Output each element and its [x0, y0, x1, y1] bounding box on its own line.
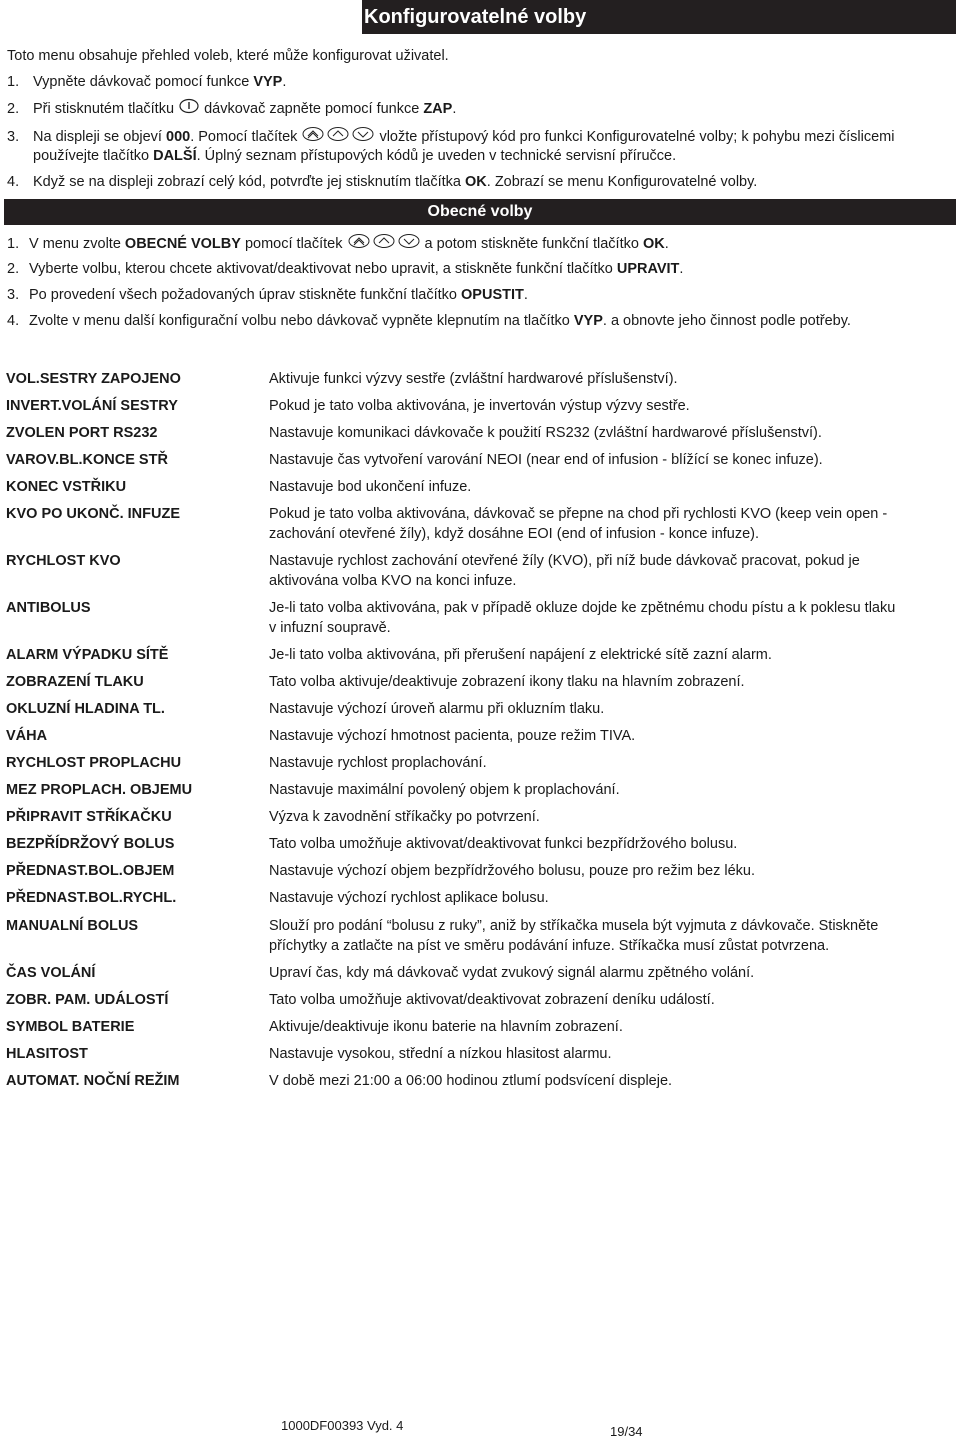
- option-description: příchytky a zatlačte na píst ve směru podávání infuze. Stříkačka musí zůstat potvrzena.: [269, 938, 830, 954]
- option-name: HLASITOST: [6, 1046, 88, 1062]
- section-step-4: 4. Zvolte v menu další konfigurační volbu nebo dávkovač vypněte klepnutím na tlačítko VYP. a obnovte jeho činnost podle potřeby.: [7, 313, 851, 329]
- info-button-icon: [178, 98, 200, 120]
- option-name: SYMBOL BATERIE: [6, 1019, 135, 1035]
- option-name: ZOBRAZENÍ TLAKU: [6, 674, 144, 690]
- section-title: Obecné volby: [427, 203, 533, 220]
- option-name: ZVOLEN PORT RS232: [6, 425, 158, 441]
- option-description: v infuzní soupravě.: [269, 620, 391, 636]
- section-step-3: 3. Po provedení všech požadovaných úprav stiskněte funkční tlačítko OPUSTIT.: [7, 287, 528, 303]
- option-description: Aktivuje funkci výzvy sestře (zvláštní hardwarové příslušenství).: [269, 371, 678, 387]
- option-description: aktivována volba KVO na konci infuze.: [269, 573, 517, 589]
- option-name: VOL.SESTRY ZAPOJENO: [6, 371, 181, 387]
- option-description: Nastavuje čas vytvoření varování NEOI (near end of infusion - blížící se konec infuze).: [269, 452, 823, 468]
- option-name: MEZ PROPLACH. OBJEMU: [6, 782, 193, 798]
- option-description: Nastavuje rychlost proplachování.: [269, 755, 487, 771]
- section-step-2: 2. Vyberte volbu, kterou chcete aktivovat/deaktivovat nebo upravit, a stiskněte funkční tlačítko UPRAVIT.: [7, 261, 684, 277]
- option-description: Slouží pro podání “bolusu z ruky”, aniž by stříkačka musela být vyjmuta z dávkovače. Stiskněte: [269, 918, 879, 934]
- intro-step-2: 2. Při stisknutém tlačítku dávkovač zapněte pomocí funkce ZAP.: [7, 98, 952, 120]
- section-header: [4, 199, 956, 225]
- section-step-1: 1. V menu zvolte OBECNÉ VOLBY pomocí tlačítek a potom stiskněte funkční tlačítko OK.: [7, 233, 952, 255]
- arrow-keys-icon: [347, 233, 421, 255]
- option-description: Tato volba umožňuje aktivovat/deaktivovat funkci bezpřídržového bolusu.: [269, 836, 738, 852]
- page-number: 19/34: [610, 1424, 643, 1439]
- option-name: PŘIPRAVIT STŘÍKAČKU: [6, 809, 172, 825]
- option-name: AUTOMAT. NOČNÍ REŽIM: [6, 1073, 180, 1089]
- option-description: Nastavuje výchozí hmotnost pacienta, pouze režim TIVA.: [269, 728, 636, 744]
- option-name: VAROV.BL.KONCE STŘ: [6, 452, 168, 468]
- option-description: Nastavuje rychlost zachování otevřené žíly (KVO), při níž bude dávkovač pracovat, pokud je: [269, 553, 860, 569]
- intro-step-3: 3. Na displeji se objeví 000. Pomocí tlačítek vložte přístupový kód pro funkci Konfigurovatelné volby; k pohybu mezi číslicemi: [7, 126, 952, 148]
- page-title: Konfigurovatelné volby: [364, 6, 587, 28]
- option-description: Nastavuje výchozí úroveň alarmu při okluzním tlaku.: [269, 701, 605, 717]
- option-name: PŘEDNAST.BOL.RYCHL.: [6, 890, 177, 906]
- option-description: Pokud je tato volba aktivována, je invertován výstup výzvy sestře.: [269, 398, 690, 414]
- option-description: Nastavuje vysokou, střední a nízkou hlasitost alarmu.: [269, 1046, 612, 1062]
- option-description: Je-li tato volba aktivována, při přerušení napájení z elektrické sítě zazní alarm.: [269, 647, 772, 663]
- intro-step-1: 1. Vypněte dávkovač pomocí funkce VYP.: [7, 74, 287, 90]
- option-name: MANUALNÍ BOLUS: [6, 918, 139, 934]
- option-description: V době mezi 21:00 a 06:00 hodinou ztlumí podsvícení displeje.: [269, 1073, 673, 1089]
- option-description: Nastavuje komunikaci dávkovače k použití RS232 (zvláštní hardwarové příslušenství).: [269, 425, 822, 441]
- option-name: ANTIBOLUS: [6, 600, 91, 616]
- page-title-bar: [362, 0, 956, 34]
- option-name: KONEC VSTŘIKU: [6, 479, 127, 495]
- document-code: 1000DF00393 Vyd. 4: [281, 1418, 404, 1433]
- option-name: ČAS VOLÁNÍ: [6, 965, 96, 981]
- option-description: Nastavuje bod ukončení infuze.: [269, 479, 472, 495]
- option-description: Výzva k zavodnění stříkačky po potvrzení.: [269, 809, 540, 825]
- intro-step-4: 4. Když se na displeji zobrazí celý kód, potvrďte jej stisknutím tlačítka OK. Zobrazí se menu Konfigurovatelné volby.: [7, 174, 758, 190]
- intro-step-3-cont: používejte tlačítko DALŠÍ. Úplný seznam přístupových kódů je uveden v technické servisní příručce.: [33, 148, 677, 164]
- intro-lead: Toto menu obsahuje přehled voleb, které může konfigurovat uživatel.: [7, 48, 449, 64]
- option-description: Je-li tato volba aktivována, pak v případě okluze dojde ke zpětnému chodu pístu a k poklesu tlaku: [269, 600, 896, 616]
- option-name: ALARM VÝPADKU SÍTĚ: [6, 647, 169, 663]
- option-name: RYCHLOST PROPLACHU: [6, 755, 182, 771]
- option-description: Aktivuje/deaktivuje ikonu baterie na hlavním zobrazení.: [269, 1019, 623, 1035]
- option-name: KVO PO UKONČ. INFUZE: [6, 506, 181, 522]
- option-name: RYCHLOST KVO: [6, 553, 121, 569]
- option-description: Nastavuje maximální povolený objem k proplachování.: [269, 782, 620, 798]
- option-name: PŘEDNAST.BOL.OBJEM: [6, 863, 175, 879]
- option-description: Upraví čas, kdy má dávkovač vydat zvukový signál alarmu zpětného volání.: [269, 965, 755, 981]
- option-name: ZOBR. PAM. UDÁLOSTÍ: [6, 992, 169, 1008]
- option-name: INVERT.VOLÁNÍ SESTRY: [6, 398, 178, 414]
- arrow-keys-icon: [301, 126, 375, 148]
- option-description: Nastavuje výchozí rychlost aplikace bolusu.: [269, 890, 549, 906]
- option-description: Tato volba aktivuje/deaktivuje zobrazení ikony tlaku na hlavním zobrazení.: [269, 674, 745, 690]
- option-description: Nastavuje výchozí objem bezpřídržového bolusu, pouze pro režim bez léku.: [269, 863, 756, 879]
- option-name: OKLUZNÍ HLADINA TL.: [6, 701, 165, 717]
- option-description: Pokud je tato volba aktivována, dávkovač se přepne na chod při rychlosti KVO (keep vein open -: [269, 506, 888, 522]
- option-description: zachování otevřené žíly), když dosáhne EOI (end of infusion - konce infuze).: [269, 526, 760, 542]
- option-description: Tato volba umožňuje aktivovat/deaktivovat zobrazení deníku událostí.: [269, 992, 715, 1008]
- option-name: VÁHA: [6, 728, 48, 744]
- option-name: BEZPŘÍDRŽOVÝ BOLUS: [6, 836, 175, 852]
